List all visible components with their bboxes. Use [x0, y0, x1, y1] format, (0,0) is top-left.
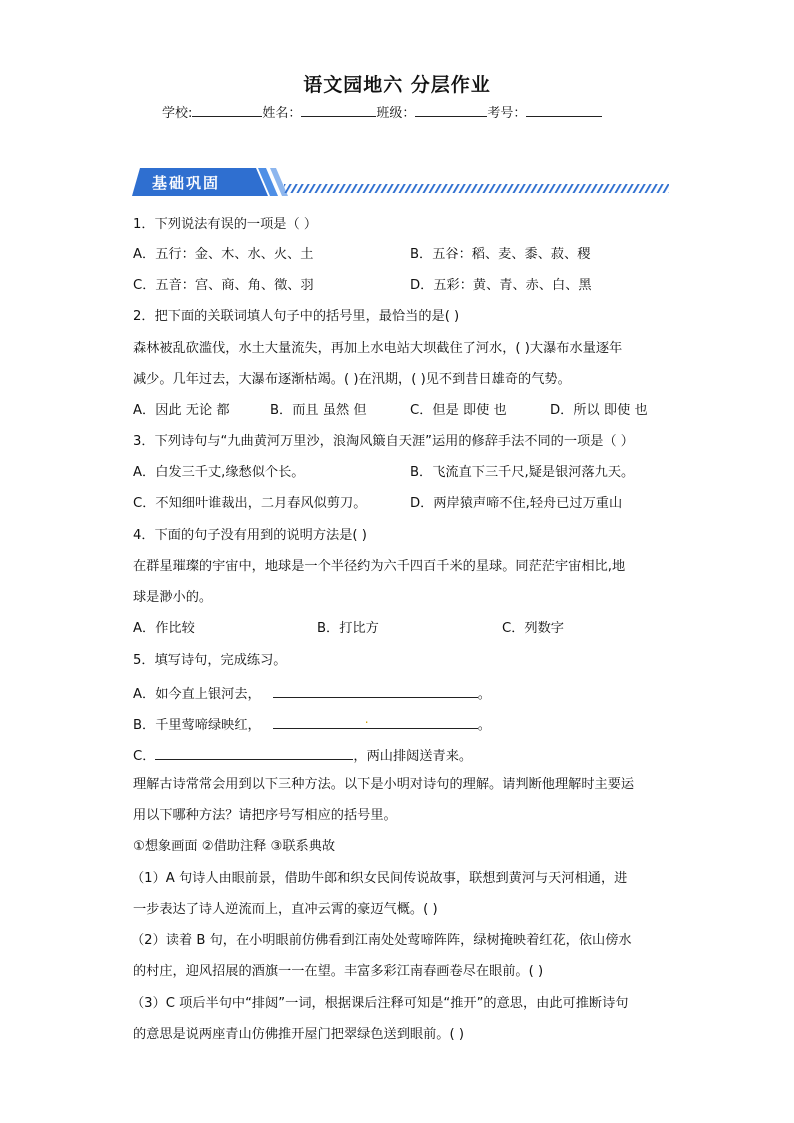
question-1-stem: 1．下列说法有误的一项是（ ） — [133, 217, 318, 232]
class-label: 班级： — [376, 106, 416, 121]
q5-fill-c — [133, 745, 472, 766]
q5-fill-a-prefix: A．如今直上银河去， — [133, 687, 261, 702]
q5-part-2-line-2: 的村庄，迎风招展的酒旗一一在望。丰富多彩江南春画卷尽在眼前。( ) — [133, 964, 544, 979]
stray-dot-mark: . — [364, 712, 369, 726]
school-label: 学校: — [162, 106, 193, 121]
q4-option-b: B．打比方 — [317, 621, 379, 636]
q4-option-c: C．列数字 — [502, 621, 564, 636]
q5-fill-b-prefix: B．千里莺啼绿映红， — [133, 718, 261, 733]
q5-fill-c-suffix: ，两山排闼送青来。 — [353, 749, 473, 764]
q3-option-d: D．两岸猿声啼不住,轻舟已过万重山 — [410, 496, 623, 511]
q5-fill-c-prefix: C． — [133, 749, 156, 764]
q5-part-3-line-1: （3）C 项后半句中“排闼”一词，根据课后注释可知是“推开”的意思，由此可推断诗句 — [131, 996, 629, 1011]
question-4-stem: 4．下面的句子没有用到的说明方法是( ) — [133, 528, 367, 543]
q1-option-a: A．五行：金、木、水、火、土 — [133, 247, 314, 262]
q5-part-1-line-1: （1）A 句诗人由眼前景，借助牛郎和织女民间传说故事，联想到黄河与天河相通，进 — [131, 871, 628, 886]
q2-option-c: C．但是 即使 也 — [410, 403, 507, 418]
q2-passage-line-1: 森林被乱砍滥伐，水土大量流失，再加上水电站大坝截住了河水，( )大瀑布水量逐年 — [133, 341, 623, 356]
question-5-stem: 5．填写诗句，完成练习。 — [133, 653, 287, 668]
q2-passage-line-2: 减少。几年过去，大瀑布逐渐枯竭。( )在汛期，( )见不到昔日雄奇的气势。 — [133, 372, 571, 387]
section-banner — [132, 166, 672, 198]
question-2-stem: 2．把下面的关联词填人句子中的括号里，最恰当的是( ) — [133, 309, 460, 324]
student-info-row — [162, 102, 602, 121]
q5-fill-a-blank[interactable] — [273, 683, 478, 698]
q2-option-b: B．而且 虽然 但 — [270, 403, 367, 418]
q5-part-3-line-2: 的意思是说两座青山仿佛推开屋门把翠绿色送到眼前。( ) — [133, 1027, 464, 1042]
q4-option-a: A．作比较 — [133, 621, 195, 636]
q4-passage-line-2: 球是渺小的。 — [133, 590, 213, 605]
q5-fill-c-blank[interactable] — [155, 745, 353, 760]
q2-option-d: D．所以 即使 也 — [550, 403, 648, 418]
q3-option-c: C．不知细叶谁裁出，二月春风似剪刀。 — [133, 496, 367, 511]
q1-option-d: D．五彩：黄、青、赤、白、黑 — [410, 278, 592, 293]
exam-no-label: 考号： — [487, 106, 527, 121]
section-banner-label: 基础巩固 — [152, 174, 221, 192]
q5-fill-b-blank[interactable] — [273, 714, 478, 729]
q5-fill-b — [133, 714, 491, 735]
q5-intro-line-1: 理解古诗常常会用到以下三种方法。以下是小明对诗句的理解。请判断他理解时主要运 — [133, 777, 635, 792]
question-3-stem: 3．下列诗句与“九曲黄河万里沙，浪淘风簸自天涯”运用的修辞手法不同的一项是（ ） — [133, 434, 634, 449]
q5-fill-a-suffix: 。 — [477, 687, 491, 702]
page-title: 语文园地六 分层作业 — [303, 74, 491, 96]
q5-intro-line-2: 用以下哪种方法？请把序号写相应的括号里。 — [133, 808, 397, 823]
q1-option-b: B．五谷：稻、麦、黍、菽、稷 — [410, 247, 591, 262]
exam-no-field[interactable] — [526, 104, 602, 117]
q1-option-c: C．五音：宫、商、角、徵、羽 — [133, 278, 314, 293]
q5-part-1-line-2: 一步表达了诗人逆流而上，直冲云霄的豪迈气概。( ) — [133, 902, 438, 917]
name-label: 姓名： — [262, 106, 302, 121]
q3-option-b: B．飞流直下三千尺,疑是银河落九天。 — [410, 465, 635, 480]
school-field[interactable] — [192, 104, 262, 117]
q5-part-2-line-1: （2）读着 B 句，在小明眼前仿佛看到江南处处莺啼阵阵，绿树掩映着红花，依山傍水 — [131, 933, 632, 948]
q2-option-a: A．因此 无论 都 — [133, 403, 230, 418]
banner-hatch-line — [284, 184, 669, 193]
class-field[interactable] — [415, 104, 487, 117]
q5-fill-b-suffix: 。 — [477, 718, 491, 733]
q4-passage-line-1: 在群星璀璨的宇宙中，地球是一个半径约为六千四百千米的星球。同茫茫宇宙相比,地 — [133, 559, 626, 574]
name-field[interactable] — [301, 104, 376, 117]
q5-fill-a — [133, 683, 491, 704]
q3-option-a: A．白发三千丈,缘愁似个长。 — [133, 465, 305, 480]
q5-method-options: ①想象画面 ②借助注释 ③联系典故 — [133, 839, 336, 854]
